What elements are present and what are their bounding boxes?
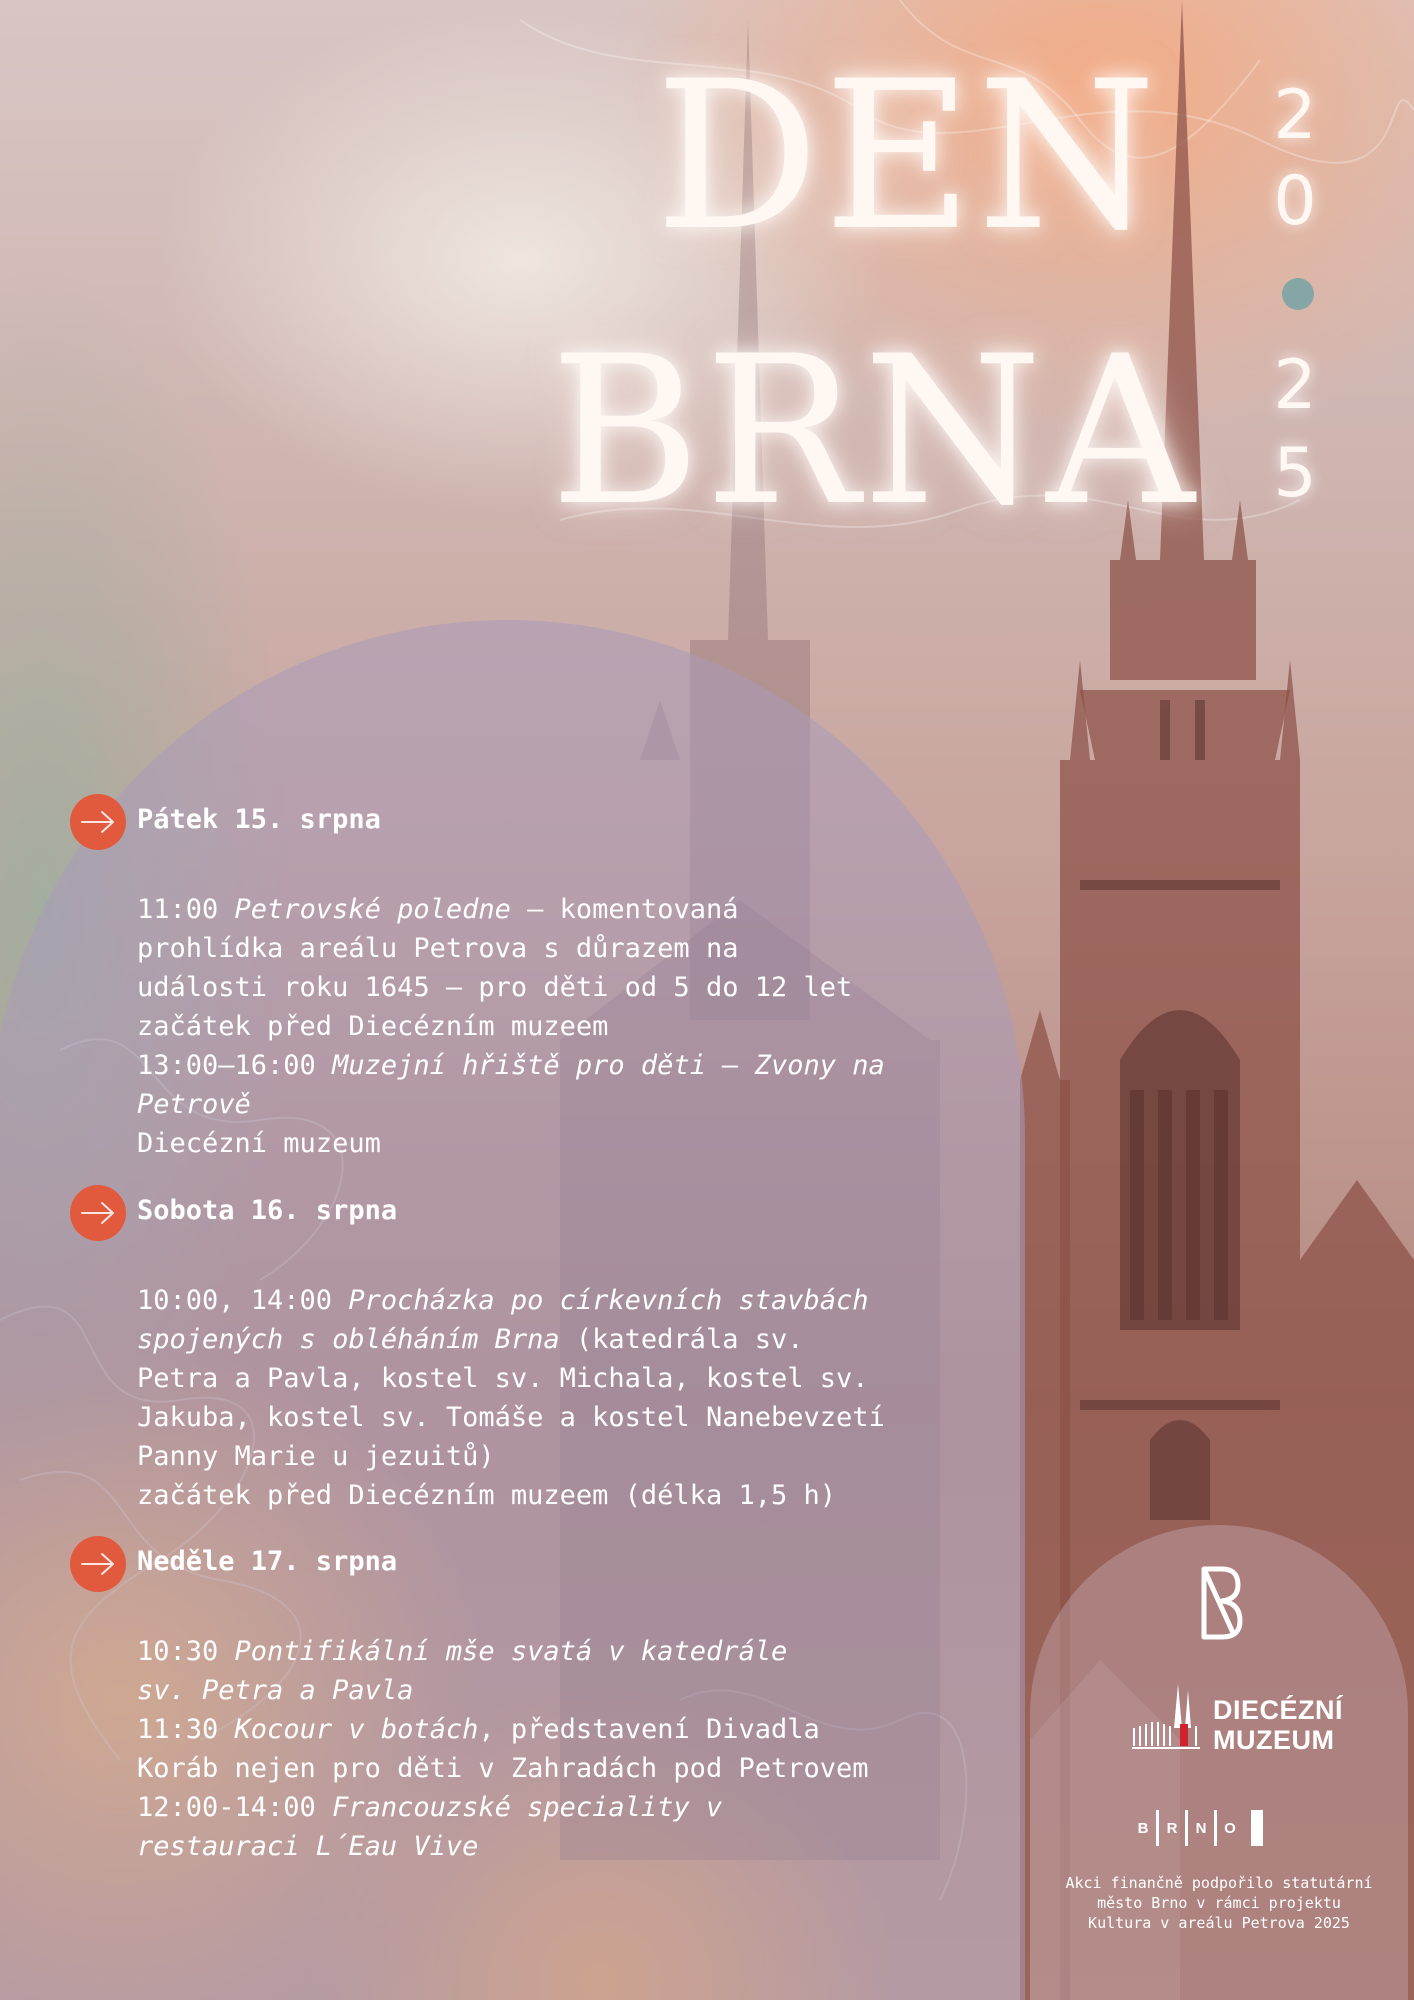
- year-digit-3: 2: [1273, 346, 1317, 425]
- event-title: Pontifikální mše svatá v katedrále: [234, 1636, 788, 1667]
- event-text: 11:00: [137, 894, 235, 925]
- event-text: , představení Divadla: [478, 1714, 820, 1745]
- funding-line: Akci finančně podpořilo statutární: [1065, 1874, 1373, 1892]
- event-text: (katedrála sv.: [559, 1324, 804, 1355]
- brno-letter: R: [1166, 1819, 1178, 1837]
- event-line: [137, 1124, 970, 1163]
- brno-logo: [1130, 1810, 1263, 1846]
- brno-block: [1251, 1810, 1263, 1846]
- day-header: [70, 1185, 970, 1241]
- event-line: [137, 1320, 970, 1359]
- event-text: začátek před Diecézním muzeem (délka 1,5 h): [137, 1480, 836, 1511]
- event-title: Procházka po církevních stavbách: [348, 1285, 869, 1316]
- event-text: 10:30: [137, 1636, 235, 1667]
- day-header: [70, 794, 970, 850]
- event-text: Koráb nejen pro děti v Zahradách pod Petrovem: [137, 1753, 869, 1784]
- event-text: události roku 1645 – pro děti od 5 do 12 let: [137, 972, 853, 1003]
- arrow-right-icon: [70, 794, 126, 850]
- year-digit-1: 2: [1273, 76, 1317, 155]
- event-line: [137, 1085, 970, 1124]
- funding-line: Kultura v areálu Petrova 2025: [1088, 1914, 1350, 1932]
- b-monogram-logo: [1198, 1565, 1244, 1641]
- day-sunday: [70, 1536, 970, 1866]
- day-header: [70, 1536, 970, 1592]
- year-digit-2: 0: [1273, 162, 1317, 241]
- year-dot: [1282, 278, 1314, 310]
- event-title: restauraci L´Eau Vive: [137, 1831, 479, 1862]
- event-text: začátek před Diecézním muzeem: [137, 1011, 609, 1042]
- museum-line1: DIECÉZNÍ: [1213, 1695, 1344, 1725]
- event-line: [137, 968, 970, 1007]
- title-den: DEN: [655, 38, 1161, 276]
- event-line: [137, 1632, 970, 1671]
- cathedral-logo-icon: [1130, 1680, 1210, 1760]
- event-line: [137, 890, 970, 929]
- event-line: [137, 929, 970, 968]
- event-list: [137, 890, 970, 1163]
- event-title: Petrovské poledne: [234, 894, 511, 925]
- day-title: Neděle 17. srpna: [137, 1546, 398, 1577]
- event-text: 13:00–16:00: [137, 1050, 333, 1081]
- museum-logo-text: [1213, 1695, 1343, 1755]
- event-text: Petra a Pavla, kostel sv. Michala, kostel sv.: [137, 1363, 869, 1394]
- event-text: Jakuba, kostel sv. Tomáše a kostel Nanebevzetí: [137, 1402, 885, 1433]
- brno-letter: B: [1137, 1819, 1149, 1837]
- event-line: [137, 1359, 970, 1398]
- event-title: Kocour v botách: [234, 1714, 479, 1745]
- event-line: [137, 1007, 970, 1046]
- event-text: 12:00-14:00: [137, 1792, 333, 1823]
- event-line: [137, 1671, 970, 1710]
- event-list: [137, 1632, 970, 1866]
- event-line: [137, 1437, 970, 1476]
- event-title: Muzejní hřiště pro děti – Zvony na: [332, 1050, 885, 1081]
- title-brna: BRNA: [550, 313, 1199, 551]
- funding-line: město Brno v rámci projektu: [1097, 1894, 1341, 1912]
- museum-line2: MUZEUM: [1213, 1725, 1335, 1755]
- event-text: prohlídka areálu Petrova s důrazem na: [137, 933, 739, 964]
- event-text: – komentovaná: [510, 894, 739, 925]
- event-line: [137, 1749, 970, 1788]
- arrow-right-icon: [70, 1185, 126, 1241]
- arrow-right-icon: [70, 1536, 126, 1592]
- event-line: [137, 1281, 970, 1320]
- event-line: [137, 1046, 970, 1085]
- event-line: [137, 1710, 970, 1749]
- event-title: Petrově: [137, 1089, 251, 1120]
- event-text: Panny Marie u jezuitů): [137, 1441, 495, 1472]
- day-saturday: [70, 1185, 970, 1515]
- event-line: [137, 1788, 970, 1827]
- day-friday: [70, 794, 970, 1163]
- event-line: [137, 1476, 970, 1515]
- day-title: Pátek 15. srpna: [137, 804, 381, 835]
- event-text: 10:00, 14:00: [137, 1285, 349, 1316]
- event-line: [137, 1827, 970, 1866]
- day-title: Sobota 16. srpna: [137, 1195, 398, 1226]
- event-title: sv. Petra a Pavla: [137, 1675, 414, 1706]
- event-text: Diecézní muzeum: [137, 1128, 381, 1159]
- year-digit-4: 5: [1273, 434, 1317, 513]
- event-text: 11:30: [137, 1714, 235, 1745]
- event-list: [137, 1281, 970, 1515]
- event-title: spojených s obléháním Brna: [137, 1324, 560, 1355]
- event-title: Francouzské speciality v: [332, 1792, 723, 1823]
- funding-note: [1030, 1873, 1408, 1933]
- brno-letter: O: [1224, 1819, 1236, 1837]
- brno-letter: N: [1195, 1819, 1207, 1837]
- event-line: [137, 1398, 970, 1437]
